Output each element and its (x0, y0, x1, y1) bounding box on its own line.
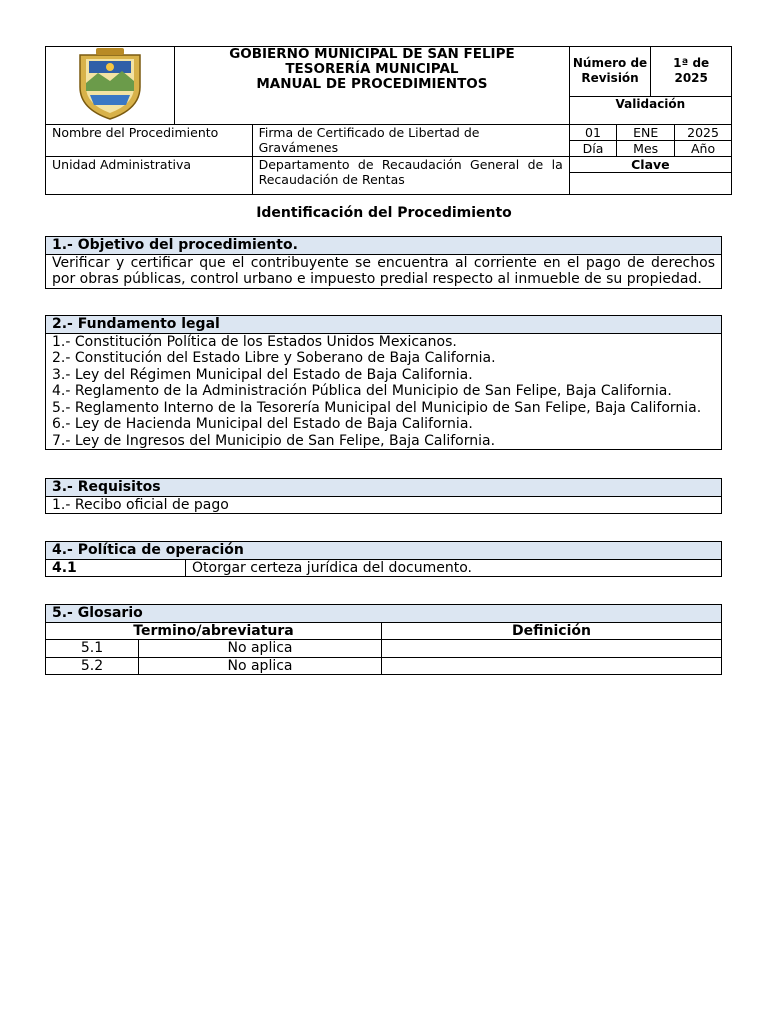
legal-basis-section (45, 315, 722, 450)
identification-title: Identificación del Procedimiento (256, 205, 512, 221)
legal-basis-item: 1.- Constitución Política de los Estados Unidos Mexicanos. (52, 333, 457, 350)
glossary-row-term: No aplica (139, 657, 382, 675)
coat-of-arms-logo (74, 47, 146, 121)
objective-title: 1.- Objetivo del procedimiento. (46, 237, 722, 255)
glossary-title: 5.- Glosario (46, 605, 722, 623)
revision-label: Número de Revisión (569, 47, 651, 97)
admin-unit-value: Departamento de Recaudación General de la Recaudación de Rentas (252, 157, 569, 195)
document-header (45, 46, 732, 195)
title-line-1: GOBIERNO MUNICIPAL DE SAN FELIPE (229, 46, 515, 62)
procedure-name-label: Nombre del Procedimiento (46, 125, 253, 157)
glossary-row-number: 5.1 (46, 640, 139, 658)
legal-basis-item: 4.- Reglamento de la Administración Pública del Municipio de San Felipe, Baja California. (52, 383, 672, 399)
legal-basis-item: 5.- Reglamento Interno de la Tesorería Municipal del Municipio de San Felipe, Baja California. (52, 399, 702, 416)
glossary-section (45, 604, 722, 675)
legal-basis-title: 2.- Fundamento legal (46, 316, 722, 334)
legal-basis-item: 3.- Ley del Régimen Municipal del Estado de Baja California. (52, 366, 473, 383)
legal-basis-item: 7.- Ley de Ingresos del Municipio de San Felipe, Baja California. (52, 432, 496, 449)
date-day: 01 (569, 125, 617, 141)
policy-title: 4.- Política de operación (46, 542, 722, 560)
glossary-row-definition (382, 657, 722, 675)
requirements-title: 3.- Requisitos (46, 479, 722, 497)
glossary-row-number: 5.2 (46, 657, 139, 675)
logo-cell (46, 47, 175, 125)
policy-text: Otorgar certeza jurídica del documento. (186, 559, 722, 577)
objective-section (45, 236, 722, 289)
legal-basis-item: 2.- Constitución del Estado Libre y Soberano de Baja California. (52, 350, 496, 366)
title-line-2: TESORERÍA MUNICIPAL (285, 61, 459, 77)
date-month-label: Mes (617, 141, 675, 157)
objective-text: Verificar y certificar que el contribuyente se encuentra al corriente en el pago de derechos por obras públicas, control urbano e impuesto predial respecto al inmueble de su propiedad. (46, 254, 722, 288)
requirement-item: 1.- Recibo oficial de pago (46, 496, 722, 514)
clave-value (569, 173, 731, 195)
date-day-label: Día (569, 141, 617, 157)
title-line-3: MANUAL DE PROCEDIMIENTOS (256, 76, 488, 92)
document-title (175, 47, 570, 125)
revision-value: 1ª de 2025 (651, 47, 732, 97)
legal-basis-item: 6.- Ley de Hacienda Municipal del Estado de Baja California. (52, 416, 473, 432)
requirements-section (45, 478, 722, 514)
validation-label: Validación (569, 96, 731, 124)
table-row (46, 657, 722, 675)
policy-section (45, 541, 722, 577)
glossary-row-term: No aplica (139, 640, 382, 658)
procedure-name-value: Firma de Certificado de Libertad de Gravámenes (252, 125, 569, 157)
glossary-row-definition (382, 640, 722, 658)
date-year-label: Año (675, 141, 732, 157)
policy-number: 4.1 (46, 559, 186, 577)
admin-unit-label: Unidad Administrativa (46, 157, 253, 195)
glossary-term-header: Termino/abreviatura (46, 622, 382, 640)
table-row (46, 640, 722, 658)
date-month: ENE (617, 125, 675, 141)
glossary-definition-header: Definición (382, 622, 722, 640)
legal-basis-list (46, 333, 722, 450)
date-year: 2025 (675, 125, 732, 141)
clave-label: Clave (569, 157, 731, 173)
